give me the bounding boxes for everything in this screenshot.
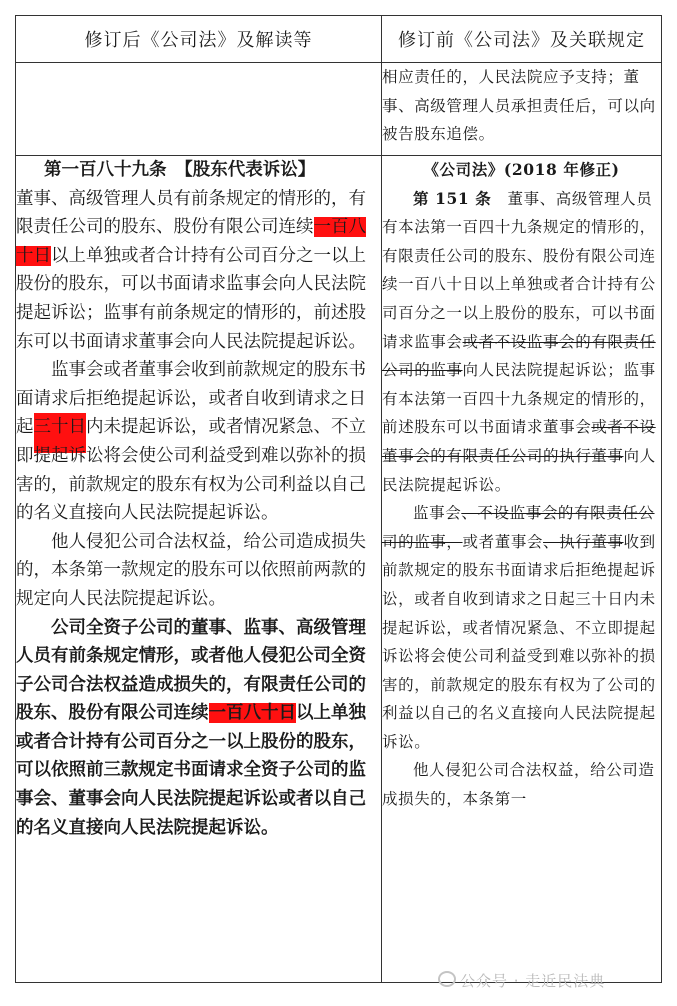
deleted-text: 或者不设监事会的有限责任公司的监事	[382, 332, 656, 380]
deleted-text: 、不设监事会的有限责任公司的监事，	[382, 504, 655, 551]
article-heading	[16, 156, 381, 185]
highlight-30-days: 三十日	[34, 413, 87, 453]
highlight-180-days: 一百八十日	[16, 217, 366, 266]
wechat-icon	[438, 971, 456, 987]
left-paragraph-1: 董事、高级管理人员有前条规定的情形的，有限责任公司的股东、股份有限公司连续一百八十日以上单独或者合计持有公司百分之一以上股份的股东，可以书面请求监事会向人民法院提起诉讼；监事有前条规定的情形的，前述股东可以书面请求董事会向人民法院提起诉讼。	[16, 188, 366, 352]
row1-right-text: 相应责任的，人民法院应予支持；董事、高级管理人员承担责任后，可以向被告股东追偿。	[382, 68, 656, 144]
comparison-table	[15, 15, 662, 983]
right-article-cell	[382, 156, 662, 983]
left-article-cell	[16, 156, 382, 983]
article-tag: 【股东代表诉讼】	[184, 160, 316, 180]
right-paragraph-3: 他人侵犯公司合法权益，给公司造成损失的，本条第一	[382, 761, 655, 809]
table-row	[16, 63, 662, 156]
document-page	[15, 15, 661, 990]
right-paragraph-1: 第 151 条 董事、高级管理人员有本法第一百四十九条规定的情形的，有限责任公司的股东、股份有限公司连续一百八十日以上单独或者合计持有公司百分之一以上股份的股东，可以书面请求监事会或者不设监事会的有限责任公司的监事向人民法院提起诉讼；监事有本法第一百四十九条规定的情形的，前述股东可以书面请求董事会或者不设董事会的有限责任公司的执行董事向人民法院提起诉讼。	[382, 188, 656, 494]
table-row	[16, 156, 662, 983]
article-title: 第一百八十九条	[44, 160, 167, 180]
deleted-text: 、执行董事	[543, 532, 624, 551]
row1-left-cell	[16, 63, 382, 156]
left-paragraph-3: 他人侵犯公司合法权益，给公司造成损失的，本条第一款规定的股东可以依照前两款的规定向人民法院提起诉讼。	[16, 531, 366, 609]
left-paragraph-2: 监事会或者董事会收到前款规定的股东书面请求后拒绝提起诉讼，或者自收到请求之日起三十日内未提起诉讼，或者情况紧急、不立即提起诉讼将会使公司利益受到难以弥补的损害的，前款规定的股东有权为公司利益以自己的名义直接向人民法院提起诉讼。	[16, 360, 366, 524]
table-header-row	[16, 16, 662, 63]
header-right: 修订前《公司法》及关联规定	[382, 16, 662, 63]
highlight-180-days-2: 一百八十日	[208, 703, 296, 724]
deleted-text: 或者不设董事会的有限责任公司的执行董事	[382, 418, 656, 465]
watermark: 公众号 · 走近民法典	[438, 970, 605, 991]
row1-right-cell	[382, 63, 662, 156]
article-number: 第 151 条	[413, 188, 492, 208]
source-title: 《公司法》(2018 年修正)	[423, 160, 620, 179]
header-left: 修订后《公司法》及解读等	[16, 16, 382, 63]
right-paragraph-2: 监事会、不设监事会的有限责任公司的监事，或者董事会、执行董事收到前款规定的股东书面请求后拒绝提起诉讼，或者自收到请求之日起三十日内未提起诉讼，或者情况紧急、不立即提起诉讼将会使公司利益受到难以弥补的损害的，前款规定的股东有权为了公司的利益以自己的名义直接向人民法院提起诉讼。	[382, 504, 656, 751]
left-paragraph-4: 公司全资子公司的董事、监事、高级管理人员有前条规定情形，或者他人侵犯公司全资子公司合法权益造成损失的，有限责任公司的股东、股份有限公司连续一百八十日以上单独或者合计持有公司百分之一以上股份的股东，可以依照前三款规定书面请求全资子公司的监事会、董事会向人民法院提起诉讼或者以自己的名义直接向人民法院提起诉讼。	[16, 617, 366, 838]
